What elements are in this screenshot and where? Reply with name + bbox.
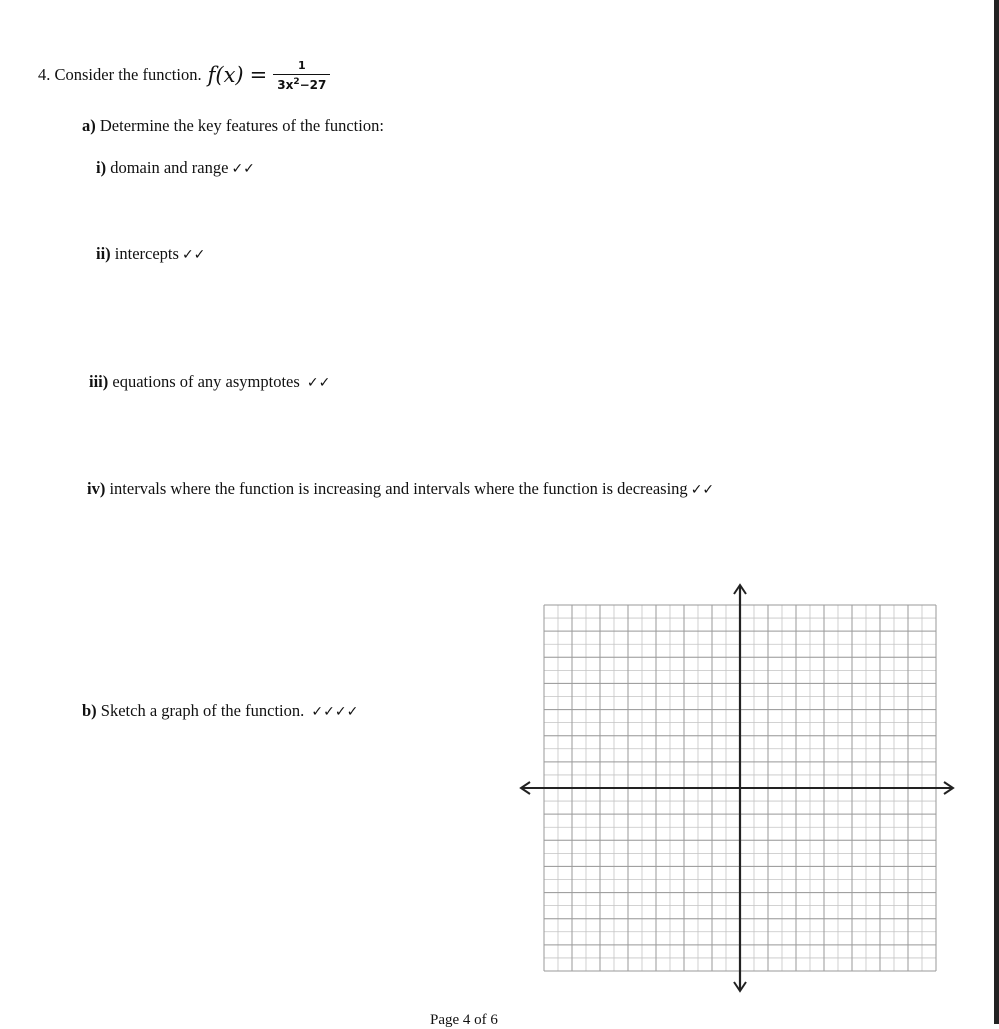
check-marks: ✓✓: [231, 161, 255, 177]
part-b-text: Sketch a graph of the function.: [100, 701, 305, 720]
function-fraction: [273, 60, 330, 91]
part-b-label: b): [82, 701, 97, 720]
page-footer: Page 4 of 6: [430, 1012, 498, 1028]
check-marks: ✓✓✓✓: [311, 704, 359, 720]
function-lhs: f(x): [207, 63, 244, 87]
question-intro: Consider the function.: [54, 65, 202, 84]
part-a-item-iv: iv) intervals where the function is increasing and intervals where the function is decreasing ✓✓: [87, 479, 715, 498]
question-stem: [38, 52, 330, 98]
part-a-item-i: i) domain and range ✓✓: [96, 158, 255, 177]
part-a-text: Determine the key features of the function:: [99, 116, 384, 135]
sketch-grid[interactable]: [512, 578, 962, 998]
part-a-item-ii: ii) intercepts ✓✓: [96, 244, 206, 263]
part-b-heading: [82, 701, 358, 721]
part-a-heading: [82, 116, 384, 136]
page-edge: [994, 0, 999, 1024]
question-number: 4.: [38, 65, 51, 84]
fraction-numerator: 1: [297, 58, 306, 72]
check-marks: ✓✓: [306, 375, 331, 391]
check-marks: ✓✓: [181, 247, 206, 263]
part-a-item-iii: iii) equations of any asymptotes ✓✓: [89, 372, 331, 391]
equals-sign: =: [249, 63, 268, 87]
part-a-label: a): [82, 116, 96, 135]
check-marks: ✓✓: [690, 482, 715, 498]
fraction-denominator: $3x^2-27$: [273, 74, 330, 91]
